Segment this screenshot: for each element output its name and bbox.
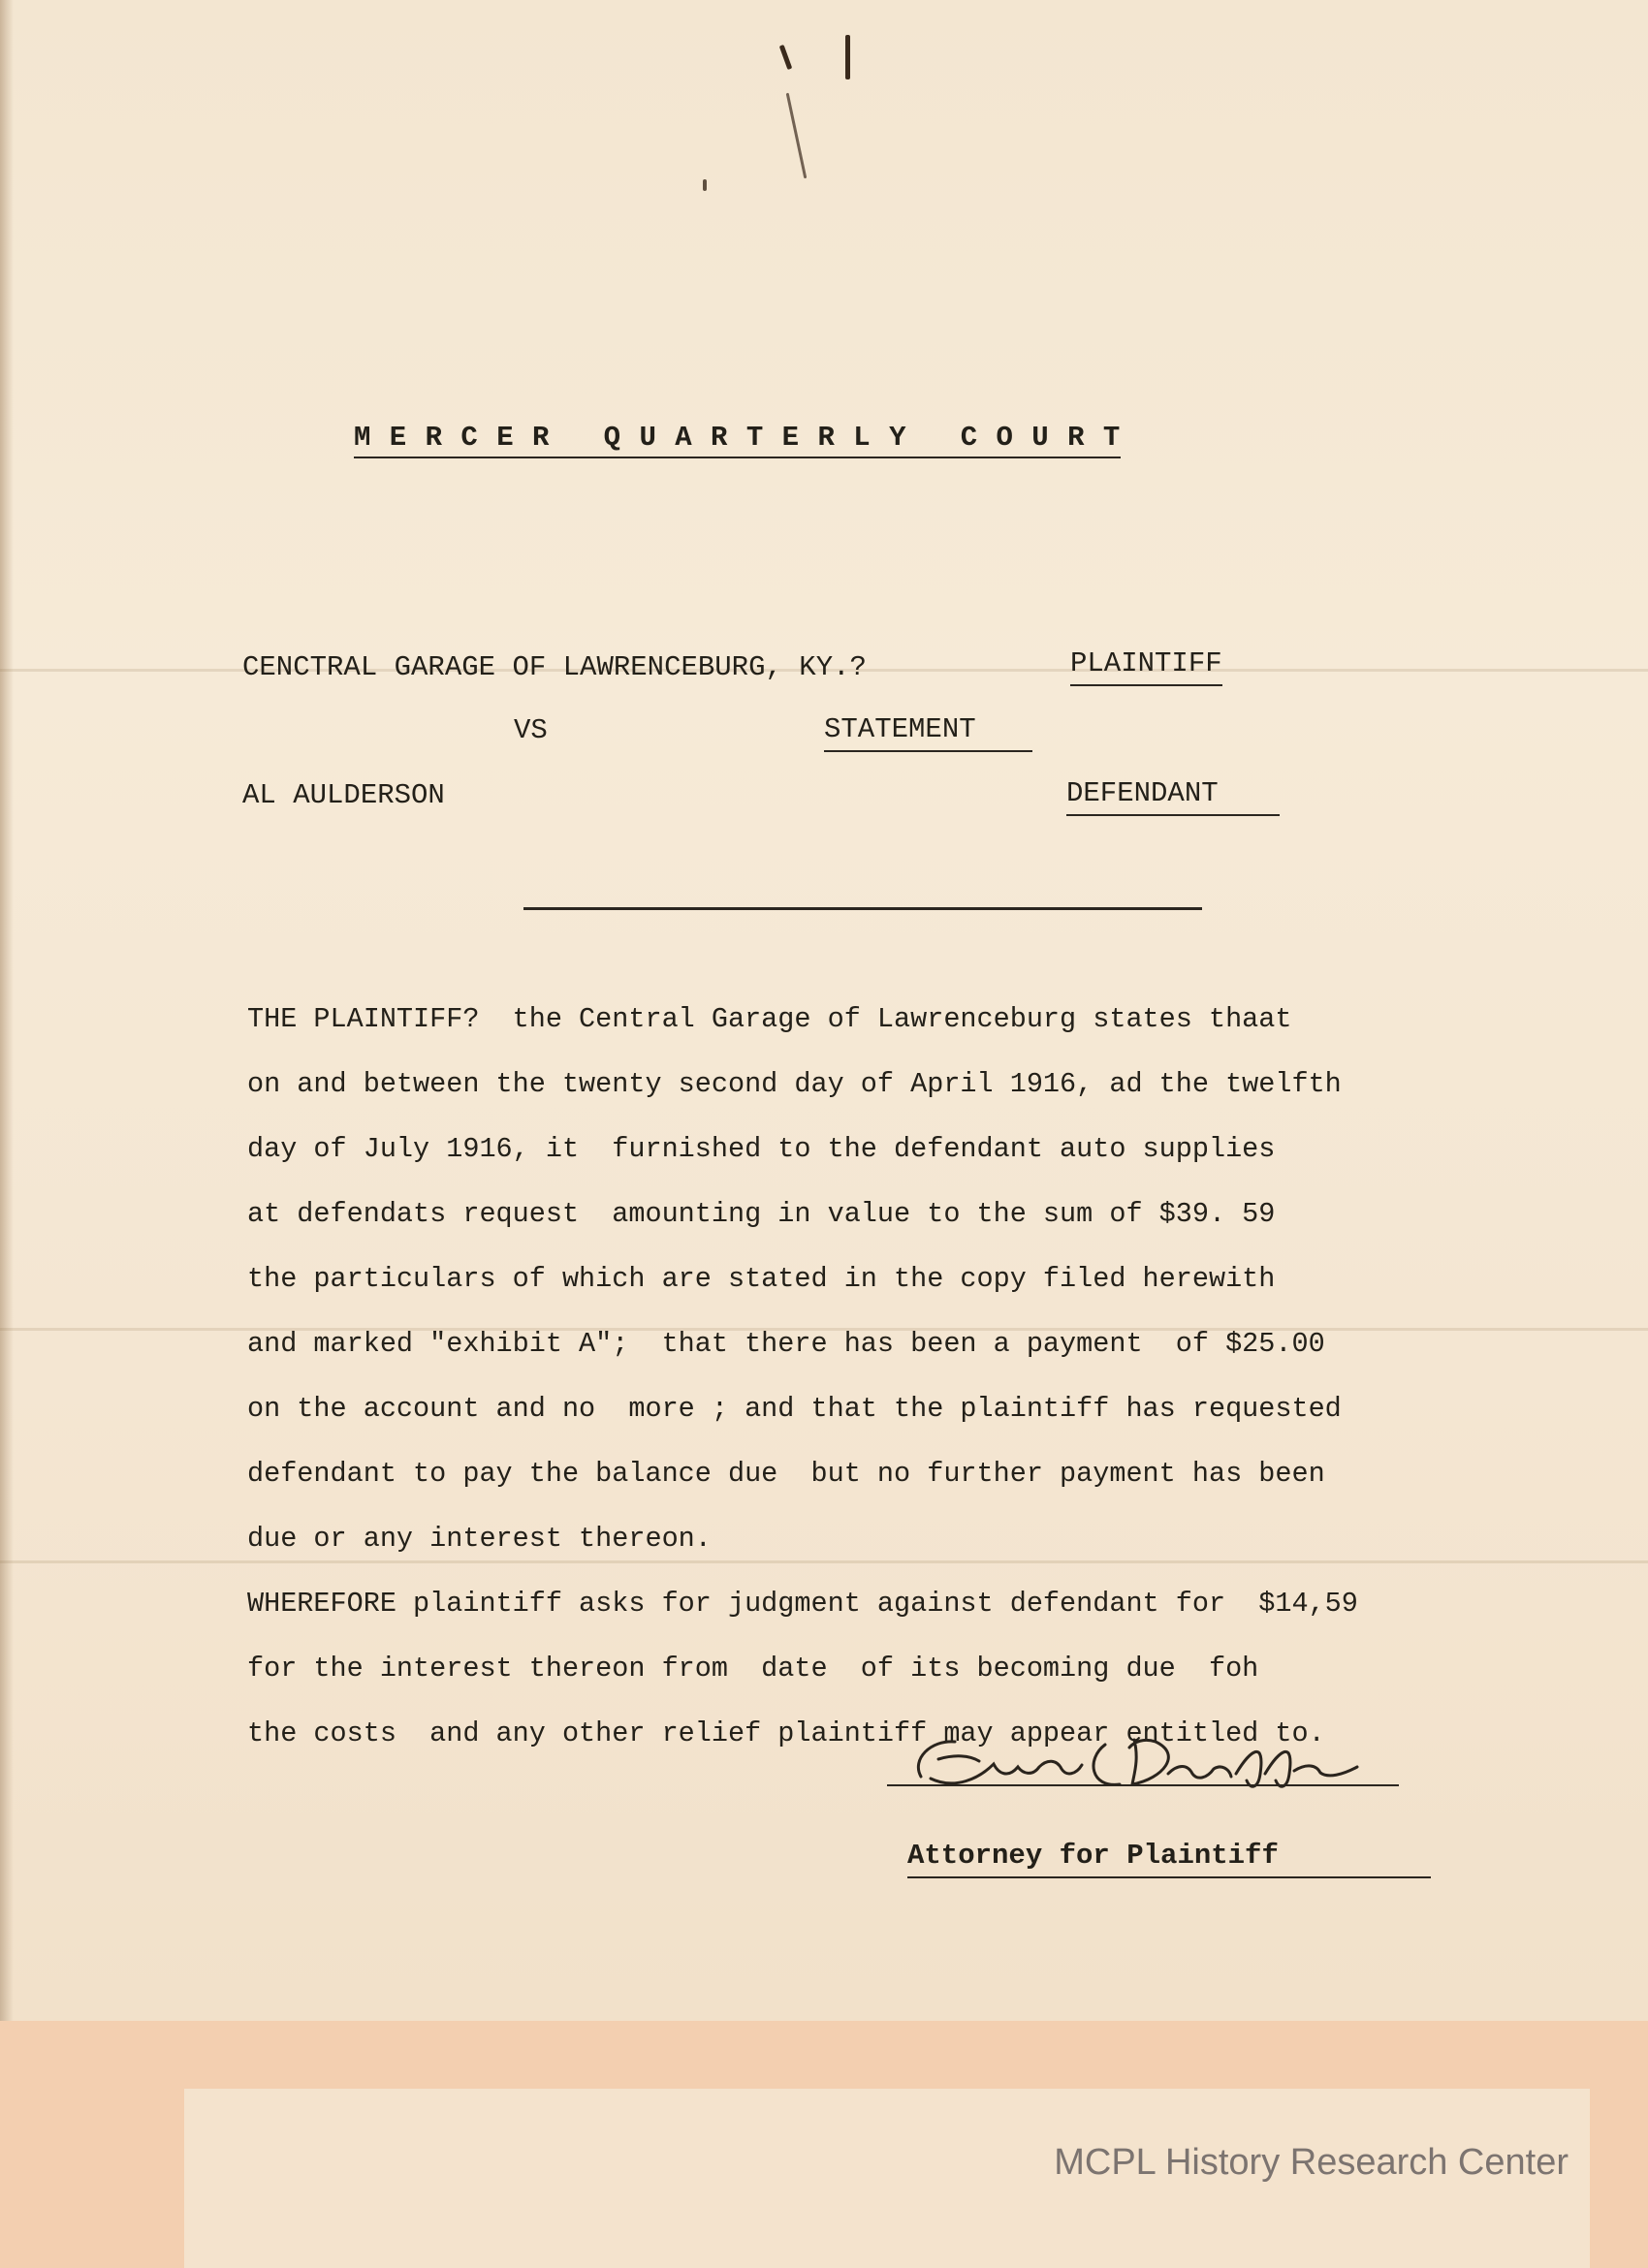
- body-line: defendant to pay the balance due but no further payment has been: [247, 1458, 1325, 1490]
- section-divider: [523, 907, 1202, 910]
- pin-hole-mark: [779, 45, 793, 70]
- body-line: WHEREFORE plaintiff asks for judgment against defendant for $14,59: [247, 1588, 1358, 1620]
- body-line: the particulars of which are stated in the copy filed herewith: [247, 1263, 1276, 1295]
- body-line: for the interest thereon from date of its becoming due foh: [247, 1653, 1259, 1685]
- statement-label: STATEMENT: [824, 713, 1032, 752]
- page-edge-shadow: [0, 0, 14, 2268]
- body-line: and marked "exhibit A"; that there has been a payment of $25.00: [247, 1328, 1325, 1360]
- body-line: day of July 1916, it furnished to the defendant auto supplies: [247, 1133, 1276, 1165]
- pin-hole-mark: [845, 35, 850, 79]
- defendant-label: DEFENDANT: [1066, 777, 1280, 816]
- court-title: M E R C E R Q U A R T E R L Y C O U R T: [354, 422, 1121, 458]
- body-line: THE PLAINTIFF? the Central Garage of Lawrenceburg states thaat: [247, 1003, 1292, 1035]
- stain-mark: [703, 179, 707, 191]
- signature-line: [887, 1784, 1399, 1786]
- body-line: the costs and any other relief plaintiff may appear entitled to.: [247, 1717, 1325, 1749]
- handwritten-signature: [902, 1720, 1406, 1798]
- plaintiff-label: PLAINTIFF: [1070, 647, 1222, 686]
- body-line: at defendats request amounting in value to the sum of $39. 59: [247, 1198, 1276, 1230]
- attorney-label: Attorney for Plaintiff: [907, 1840, 1431, 1878]
- body-line: due or any interest thereon.: [247, 1523, 712, 1555]
- versus-label: VS: [514, 714, 548, 746]
- body-line: on and between the twenty second day of April 1916, ad the twelfth: [247, 1068, 1342, 1100]
- defendant-name: AL AULDERSON: [242, 779, 445, 811]
- statement-body: [247, 1003, 1624, 1782]
- stain-mark: [786, 93, 808, 179]
- archive-credit-watermark: MCPL History Research Center: [1054, 2142, 1569, 2183]
- body-line: on the account and no more ; and that the plaintiff has requested: [247, 1393, 1342, 1425]
- plaintiff-name: CENCTRAL GARAGE OF LAWRENCEBURG, KY.?: [242, 651, 867, 683]
